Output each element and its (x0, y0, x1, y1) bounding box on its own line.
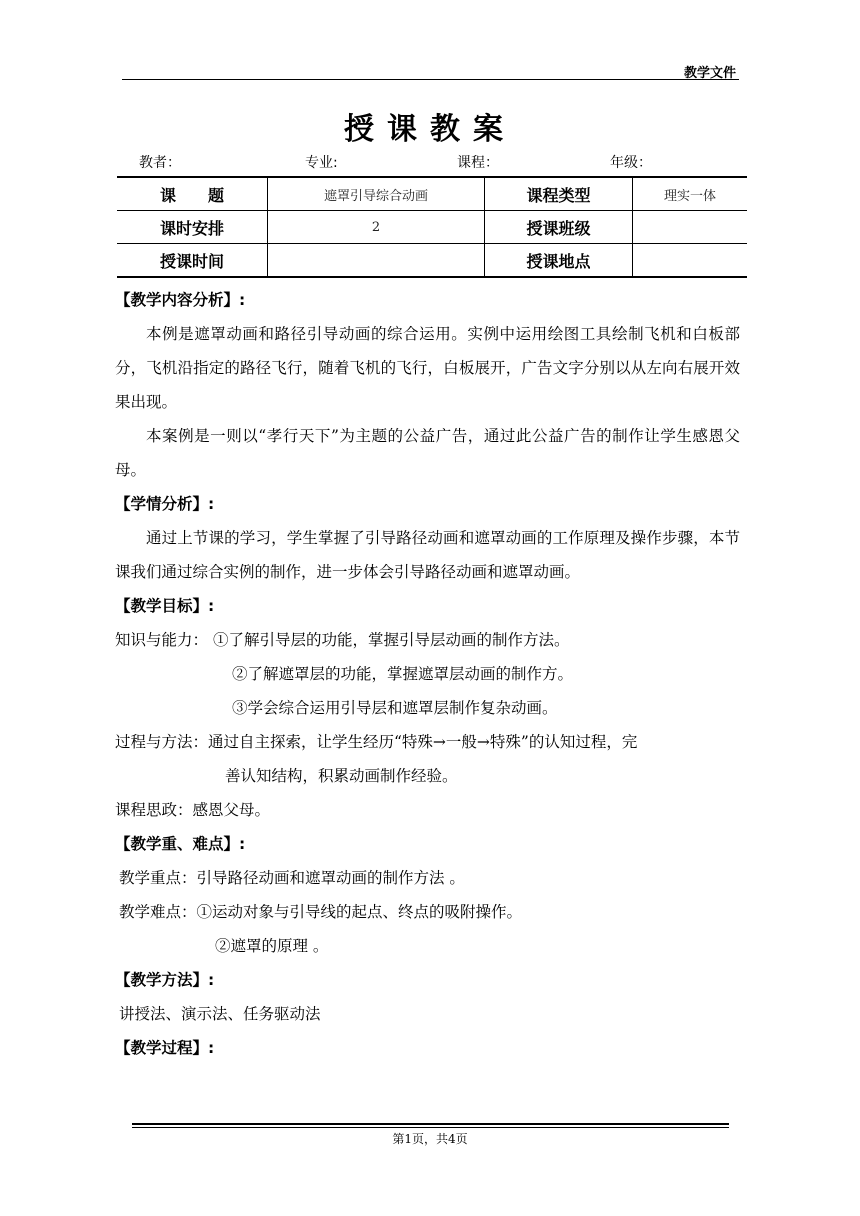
section-heading-analysis: 【教学内容分析】: (115, 291, 246, 309)
difficulty-line-1: 教学难点：①运动对象与引导线的起点、终点的吸附操作。 (119, 903, 523, 921)
methods-line: 讲授法、演示法、任务驱动法 (119, 1005, 321, 1023)
goal-process-line-1: 过程与方法：通过自主探索，让学生经历“特殊→一般→特殊”的认知过程，完 (115, 733, 638, 751)
page-title: 授课教案 (344, 112, 516, 147)
info-table (117, 176, 747, 278)
label-location: 授课地点 (485, 244, 633, 278)
label-topic: 课 题 (117, 177, 268, 211)
analysis-paragraph-2: 本案例是一则以“孝行天下”为主题的公益广告，通过此公益广告的制作让学生感恩父母。 (115, 427, 740, 479)
value-time (268, 244, 485, 278)
footer-rule-thin (132, 1127, 729, 1128)
value-topic: 遮罩引导综合动画 (268, 177, 485, 211)
analysis-paragraph-1: 本例是遮罩动画和路径引导动画的综合运用。实例中运用绘图工具绘制飞机和白板部分，飞机沿指定的路径飞行，随着飞机的飞行，白板展开，广告文字分别以从左向右展开效果出现。 (115, 325, 740, 411)
table-row (117, 177, 747, 211)
meta-course: 课程： (457, 155, 499, 171)
value-course-type: 理实一体 (633, 177, 748, 211)
label-course-type: 课程类型 (485, 177, 633, 211)
value-location (633, 244, 748, 278)
student-paragraph: 通过上节课的学习，学生掌握了引导路径动画和遮罩动画的工作原理及操作步骤，本节课我们通过综合实例的制作，进一步体会引导路径动画和遮罩动画。 (115, 529, 740, 581)
page-number: 第1页，共4页 (392, 1132, 468, 1146)
meta-major: 专业: (305, 155, 338, 171)
goal-knowledge-line (115, 623, 740, 657)
meta-teacher: 教者： (139, 155, 181, 171)
section-heading-methods: 【教学方法】: (115, 971, 215, 989)
goal-knowledge-3: ③学会综合运用引导层和遮罩层制作复杂动画。 (232, 699, 558, 717)
goal-knowledge-2: ②了解遮罩层的功能，掌握遮罩层动画的制作方。 (232, 665, 574, 683)
label-time: 授课时间 (117, 244, 268, 278)
header-label: 教学文件 (683, 66, 736, 81)
difficulty-line-2: ②遮罩的原理 。 (215, 937, 329, 955)
goal-process-line-2: 善认知结构，积累动画制作经验。 (225, 767, 458, 785)
section-heading-process: 【教学过程】: (115, 1039, 215, 1057)
section-heading-goals: 【教学目标】: (115, 597, 215, 615)
keypoint-line: 教学重点：引导路径动画和遮罩动画的制作方法 。 (119, 869, 465, 887)
label-hours: 课时安排 (117, 211, 268, 244)
value-class (633, 211, 748, 244)
goal-ideology: 课程思政：感恩父母。 (115, 801, 271, 819)
label-class: 授课班级 (485, 211, 633, 244)
table-row (117, 211, 747, 244)
value-hours: 2 (268, 211, 485, 244)
header-rule (122, 79, 739, 80)
table-row (117, 244, 747, 278)
section-heading-student: 【学情分析】: (115, 495, 215, 513)
meta-grade: 年级： (610, 155, 652, 171)
lesson-content (115, 283, 740, 1065)
goal-knowledge-label: 知识与能力： (115, 631, 209, 649)
section-heading-keypoints: 【教学重、难点】: (115, 835, 246, 853)
footer-rule-thick (132, 1123, 729, 1125)
goal-knowledge-1: ①了解引导层的功能，掌握引导层动画的制作方法。 (212, 631, 570, 649)
